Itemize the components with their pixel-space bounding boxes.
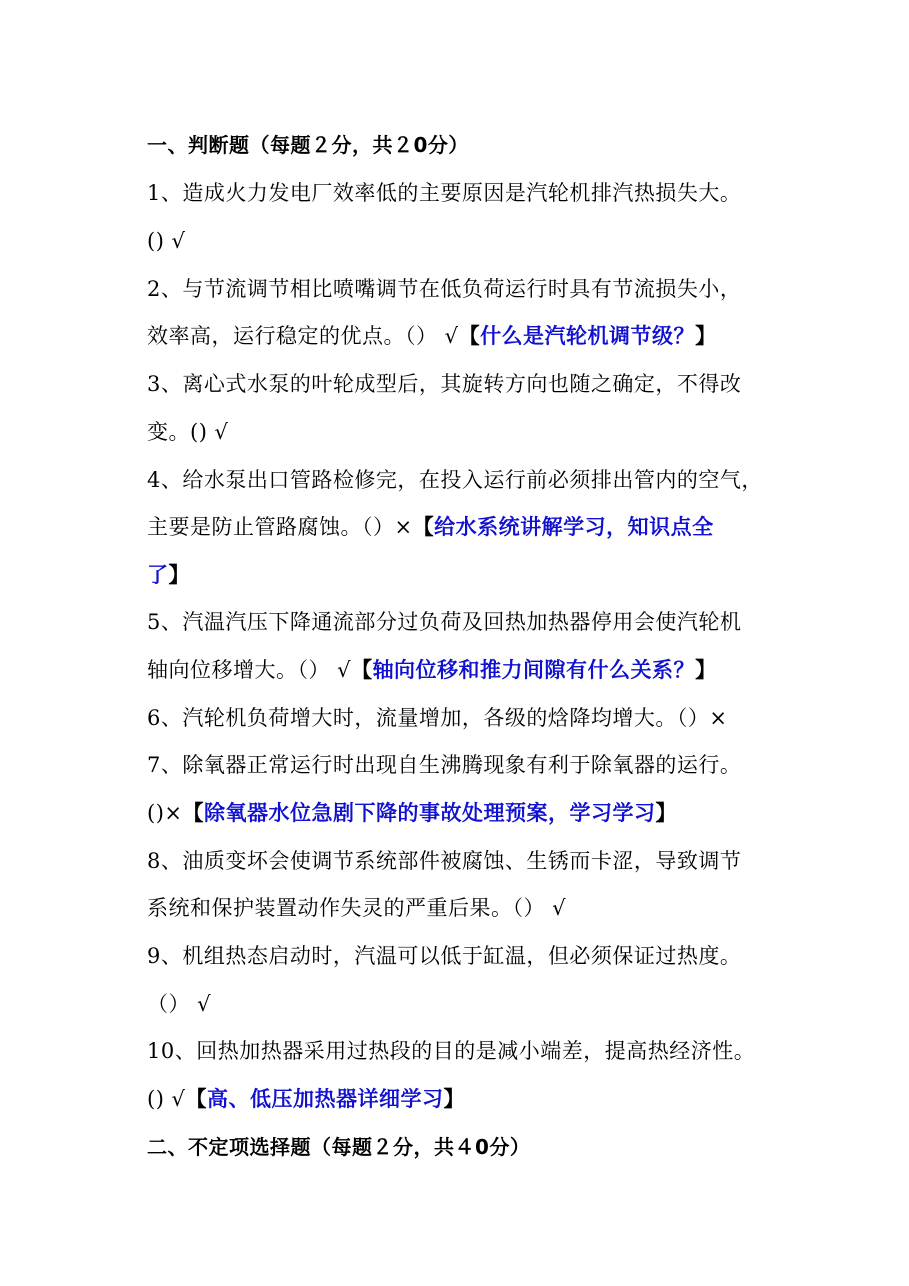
study-note-4-part-1: 给水系统讲解学习，知识点全 xyxy=(434,515,714,539)
section-heading-multiple-choice: 二、不定项选择题（每题２分，共４0分） xyxy=(147,1135,531,1159)
question-2-line-2 xyxy=(147,322,807,350)
section-heading-true-false: 一、判断题（每题２分，共２0分） xyxy=(147,133,469,157)
question-10-line-1: 10、回热加热器采用过热段的目的是减小端差，提高热经济性。 xyxy=(147,1039,756,1063)
question-7-text: ()× xyxy=(147,801,183,825)
question-7-line-2 xyxy=(147,799,807,827)
question-10-text: () √ xyxy=(147,1087,186,1111)
note-open-bracket: 【 xyxy=(458,324,481,348)
note-close-bracket: 】 xyxy=(443,1087,465,1111)
note-open-bracket: 【 xyxy=(185,1087,207,1111)
study-note-2: 什么是汽轮机调节级？ xyxy=(480,324,696,348)
question-4-text: 主要是防止管路腐蚀。（）× xyxy=(147,515,413,539)
question-8-line-2: 系统和保护装置动作失灵的严重后果。（） √ xyxy=(147,896,567,920)
question-9-line-1: 9、机组热态启动时，汽温可以低于缸温，但必须保证过热度。 xyxy=(147,944,742,968)
note-close-bracket: 】 xyxy=(695,658,717,682)
study-note-4-part-2: 了 xyxy=(147,563,169,587)
note-close-bracket: 】 xyxy=(168,563,190,587)
question-4-line-2 xyxy=(147,513,807,541)
question-4-line-1: 4、给水泵出口管路检修完，在投入运行前必须排出管内的空气， xyxy=(147,468,763,492)
question-8-line-1: 8、油质变坏会使调节系统部件被腐蚀、生锈而卡涩，导致调节 xyxy=(147,849,742,873)
note-open-bracket: 【 xyxy=(182,801,204,825)
study-note-7: 除氧器水位急剧下降的事故处理预案，学习学习 xyxy=(203,801,656,825)
question-7-line-1: 7、除氧器正常运行时出现自生沸腾现象有利于除氧器的运行。 xyxy=(147,753,742,777)
question-5-line-1: 5、汽温汽压下降通流部分过负荷及回热加热器停用会使汽轮机 xyxy=(147,610,742,634)
question-5-line-2 xyxy=(147,656,807,684)
note-close-bracket: 】 xyxy=(655,801,677,825)
study-note-10: 高、低压加热器详细学习 xyxy=(206,1087,444,1111)
question-6-line-1: 6、汽轮机负荷增大时，流量增加，各级的焓降均增大。（）× xyxy=(147,706,728,730)
question-3-line-2: 变。() √ xyxy=(147,420,229,444)
question-2-text: 效率高，运行稳定的优点。（） √ xyxy=(147,324,459,348)
question-5-text: 轴向位移增大。（） √ xyxy=(147,658,352,682)
question-9-line-2: （） √ xyxy=(147,992,212,1016)
question-4-line-3 xyxy=(147,561,807,589)
question-2-line-1: 2、与节流调节相比喷嘴调节在低负荷运行时具有节流损失小， xyxy=(147,277,742,301)
note-open-bracket: 【 xyxy=(351,658,373,682)
study-note-5: 轴向位移和推力间隙有什么关系？ xyxy=(372,658,696,682)
question-3-line-1: 3、离心式水泵的叶轮成型后，其旋转方向也随之确定，不得改 xyxy=(147,372,742,396)
question-10-line-2 xyxy=(147,1085,807,1113)
note-open-bracket: 【 xyxy=(412,515,435,539)
note-close-bracket: 】 xyxy=(695,324,717,348)
question-1-line-2: () √ xyxy=(147,229,186,253)
question-1-line-1: 1、造成火力发电厂效率低的主要原因是汽轮机排汽热损失大。 xyxy=(147,181,742,205)
